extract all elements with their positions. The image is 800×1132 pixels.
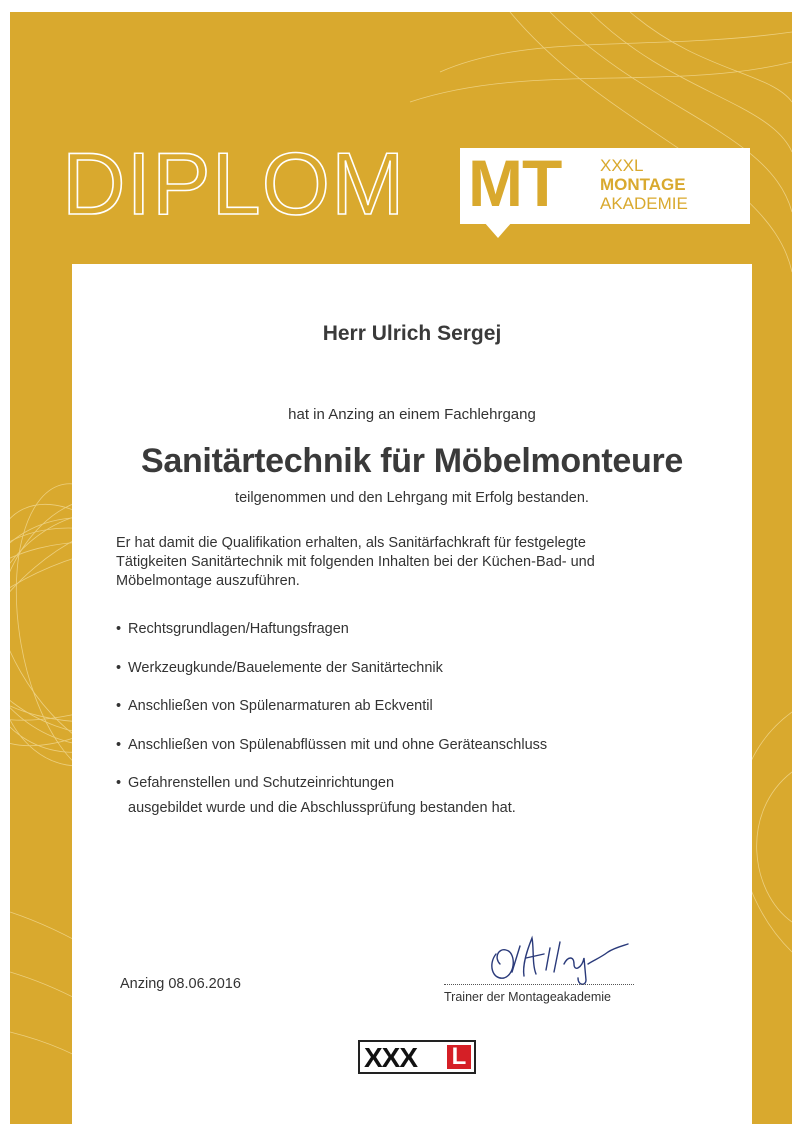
bullet: •: [116, 736, 122, 753]
qualification-line: Tätigkeiten Sanitärtechnik mit folgenden Inhalten bei der Küchen-Bad- und: [116, 554, 595, 570]
topic-text: Werkzeugkunde/Bauelemente der Sanitärtechnik: [128, 659, 443, 676]
list-item: [116, 736, 736, 775]
brand-accent-letter: L: [447, 1045, 471, 1069]
qualification-line: Möbelmontage auszuführen.: [116, 573, 300, 589]
topic-text: Anschließen von Spülenarmaturen ab Eckventil: [128, 698, 433, 714]
list-item: [116, 620, 736, 659]
logo-line-2: MONTAGE: [600, 175, 686, 194]
logo-mark: MT: [468, 146, 562, 220]
list-item: [116, 697, 736, 736]
bullet: •: [116, 775, 122, 791]
list-item: [116, 659, 736, 698]
logo-line-1: XXXL: [600, 156, 644, 175]
topics-list: [116, 620, 736, 813]
logo-line-3: AKADEMIE: [600, 194, 688, 213]
xxxl-brand-logo: [358, 1040, 476, 1074]
gold-border-frame: [10, 12, 792, 1124]
topic-text: Anschließen von Spülenabflüssen mit und ohne Geräteanschluss: [128, 736, 548, 753]
signature-line: [444, 984, 634, 985]
logo-speech-tail: [484, 222, 512, 238]
bullet: •: [116, 698, 122, 714]
closing-line: ausgebildet wurde und die Abschlussprüfung bestanden hat.: [128, 800, 516, 816]
course-title: Sanitärtechnik für Möbelmonteure: [140, 442, 684, 480]
certificate-body: [72, 264, 752, 1124]
signature-role: Trainer der Montageakademie: [444, 990, 611, 1004]
bullet: •: [116, 659, 122, 676]
intro-line: hat in Anzing an einem Fachlehrgang: [288, 406, 536, 423]
signature-icon: [482, 924, 632, 986]
bullet: •: [116, 621, 122, 637]
logo-text: [600, 156, 688, 213]
result-line: teilgenommen und den Lehrgang mit Erfolg bestanden.: [235, 490, 589, 506]
diploma-title: DIPLOM: [62, 134, 406, 233]
qualification-paragraph: [116, 534, 716, 591]
brand-main-text: XXX: [364, 1042, 418, 1073]
recipient-name: Herr Ulrich Sergej: [322, 322, 502, 345]
topic-text: Rechtsgrundlagen/Haftungsfragen: [128, 621, 349, 637]
topic-text: Gefahrenstellen und Schutzeinrichtungen: [128, 775, 395, 791]
place-date: Anzing 08.06.2016: [120, 976, 241, 992]
qualification-line: Er hat damit die Qualifikation erhalten, als Sanitärfachkraft für festgelegte: [116, 535, 586, 551]
